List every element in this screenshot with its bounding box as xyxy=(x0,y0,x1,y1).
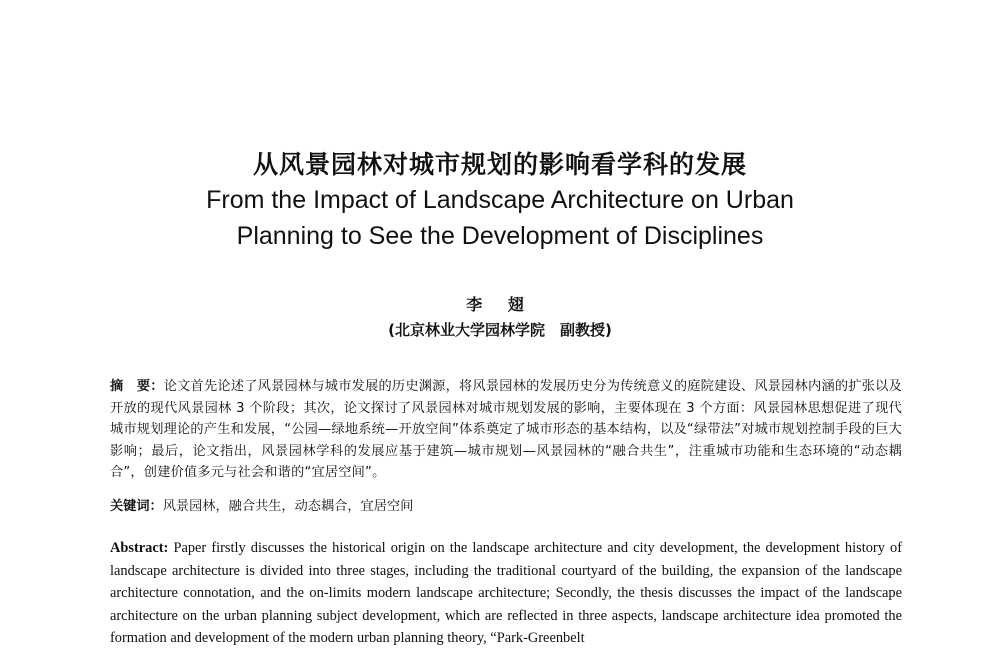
title-english-line-1: From the Impact of Landscape Architecture on Urban xyxy=(206,186,794,214)
author-affiliation: (北京林业大学园林学院 副教授) xyxy=(388,321,612,339)
keywords xyxy=(110,496,902,518)
keywords-label: 关键词： xyxy=(110,499,163,514)
title-chinese: 从风景园林对城市规划的影响看学科的发展 xyxy=(252,150,747,179)
title-block xyxy=(0,148,1000,254)
title-english-line-2: Planning to See the Development of Disciplines xyxy=(236,222,764,250)
keywords-text: 风景园林，融合共生，动态耦合，宜居空间 xyxy=(162,499,414,514)
chinese-abstract xyxy=(110,376,902,484)
chinese-abstract-text: 论文首先论述了风景园林与城市发展的历史渊源，将风景园林的发展历史分为传统意义的庭院建设、风景园林内涵的扩张以及开放的现代风景园林 3 个阶段；其次，论文探讨了风景园林对城市规划发展的影响，主要体现在 3 个方面：风景园林思想促进了现代城市规划理论的产生和发展，“公园—绿地系统—开放空间”体系奠定了城市形态的基本结构，以及“绿带法”对城市规划控制手段的巨大影响；最后，论文指出，风景园林学科的发展应基于建筑—城市规划—风景园林的“融合共生”，注重城市功能和生态环境的“动态耦合”，创建价值多元与社会和谐的“宜居空间”。 xyxy=(110,379,902,481)
author-block xyxy=(0,293,1000,343)
chinese-abstract-label: 摘 要： xyxy=(110,379,164,394)
english-abstract-label: Abstract: xyxy=(110,540,169,556)
english-abstract-text: Paper firstly discusses the historical origin on the landscape architecture and city development, the development history of landscape architecture is divided into three stages, including the traditional courtyard of the building, the expansion of the landscape architecture connotation, and the on-limits modern landscape architecture; Secondly, the thesis discusses the impact of the landscape architecture on the urban planning subject development, which are reflected in three aspects, landscape architecture idea promoted the formation and development of the modern urban planning theory, “Park-Greenbelt xyxy=(110,540,902,647)
english-abstract xyxy=(110,537,902,650)
author-name: 李 翅 xyxy=(466,295,534,314)
